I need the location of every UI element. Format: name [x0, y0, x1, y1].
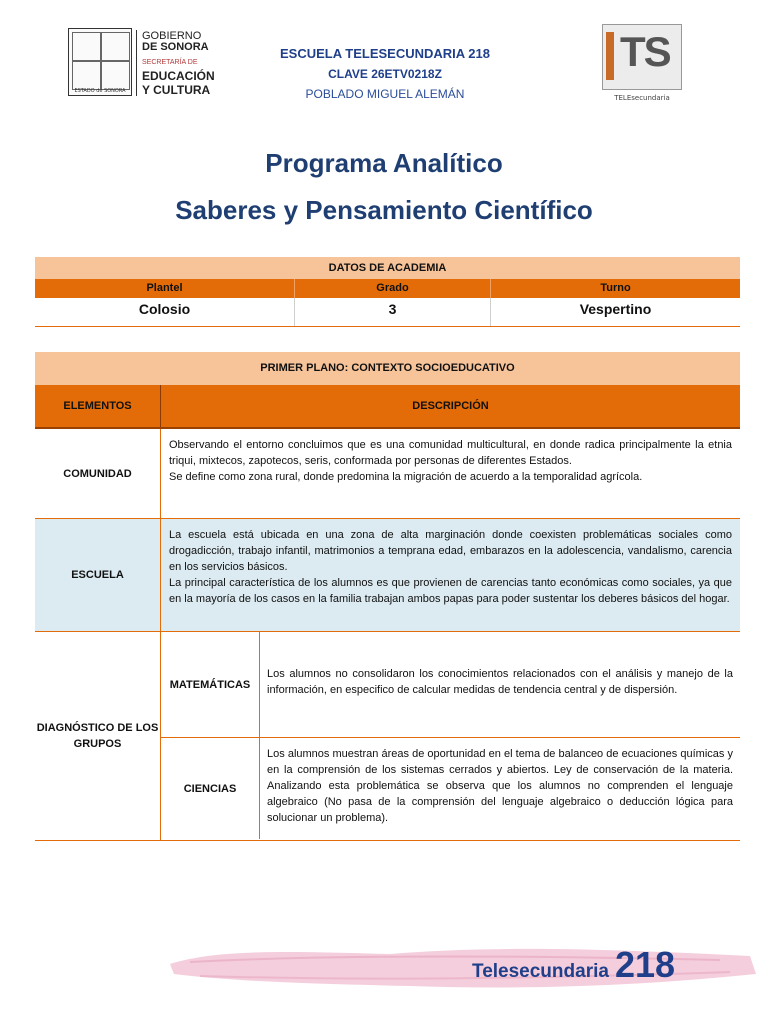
column-header-turno: Turno: [490, 279, 740, 298]
government-logo-text: [136, 30, 216, 96]
footer-number: 218: [614, 944, 676, 985]
school-name: ESCUELA TELESECUNDARIA 218: [280, 46, 490, 61]
row-escuela: [35, 519, 740, 632]
label-comunidad: COMUNIDAD: [63, 467, 132, 480]
label-ciencias: CIENCIAS: [183, 782, 237, 795]
seal-quadrant: [72, 32, 101, 61]
column-header-elementos: ELEMENTOS: [63, 400, 132, 412]
gov-line-3: SECRETARÍA DE: [142, 59, 198, 66]
gov-line-2: DE SONORA: [142, 41, 209, 53]
logo-divider: [136, 30, 137, 96]
seal-quadrant: [101, 61, 130, 90]
gov-line-1: GOBIERNO: [142, 30, 202, 42]
seal-caption: ESTADO de SONORA: [74, 88, 126, 94]
academia-header: DATOS DE ACADEMIA: [35, 257, 740, 279]
description-ciencias: Los alumnos muestran áreas de oportunidad en el tema de balanceo de ecuaciones químicas y en la comprensión de los sistemas cerrados y abiertos. Ley de conservación de la materia. Analizando esta problemática se observa que los alumnos no comprenden el lenguaje algebraico (No pasa de la comprensión del lenguaje algebraico o deducción lógica para solucionar un problema).: [259, 738, 740, 839]
footer-word: Telesecundaria: [472, 961, 609, 982]
academia-column-headers: [35, 279, 740, 298]
label-matematicas: MATEMÁTICAS: [169, 678, 251, 691]
seal-quadrant: [72, 61, 101, 90]
logo-caption: TELEsecundaria: [614, 94, 670, 102]
value-plantel: Colosio: [138, 301, 191, 317]
context-column-headers: [35, 385, 740, 429]
subrow-ciencias: [161, 738, 740, 839]
footer-branding: [472, 944, 675, 986]
label-diagnostico: DIAGNÓSTICO DE LOS GRUPOS: [36, 722, 159, 750]
academia-values-row: [35, 298, 740, 327]
page-title: Programa Analítico: [265, 148, 503, 178]
row-diagnostico: [35, 632, 740, 841]
seal-quadrant: [101, 32, 130, 61]
telesecundaria-logo: [600, 22, 684, 108]
paragraph: Observando el entorno concluimos que es una comunidad multicultural, en donde radica principalmente la etnia triqui, mixtecos, zapotecos, seris, conformada por personas de diferentes Estados.: [169, 439, 732, 467]
column-header-descripcion: DESCRIPCIÓN: [160, 385, 740, 427]
row-comunidad: [35, 429, 740, 519]
description-matematicas: Los alumnos no consolidaron los conocimientos relacionados con el análisis y manejo de la información, en especifico de calcular medidas de tendencia central y de dispersión.: [259, 632, 740, 737]
logo-orange-bar: [606, 32, 614, 80]
paragraph: La escuela está ubicada en una zona de alta marginación donde coexisten problemáticas sociales como drogadicción, trabajo infantil, matrimonios a temprana edad, embarazos en la adolescencia, vandalismo, carencia en los servicios básicos.: [169, 529, 732, 573]
paragraph: Se define como zona rural, donde predomina la migración de acuerdo a la temporalidad agrícola.: [169, 471, 643, 483]
context-table: [35, 352, 740, 841]
subrow-matematicas: [161, 632, 740, 738]
value-grado: 3: [294, 298, 490, 326]
label-escuela: ESCUELA: [71, 569, 124, 581]
logo-mark: TS: [620, 28, 670, 75]
academia-table: [35, 257, 740, 327]
school-clave: CLAVE 26ETV0218Z: [328, 67, 442, 81]
diagnostico-subjects: [160, 632, 740, 840]
school-place: POBLADO MIGUEL ALEMÁN: [305, 87, 465, 101]
gov-line-4: EDUCACIÓN: [142, 69, 215, 83]
description-comunidad: [160, 429, 740, 518]
sonora-seal-logo: [68, 28, 132, 96]
gov-line-5: Y CULTURA: [142, 83, 211, 97]
context-header: PRIMER PLANO: CONTEXTO SOCIOEDUCATIVO: [35, 352, 740, 385]
value-turno: Vespertino: [490, 298, 740, 326]
column-header-grado: Grado: [294, 279, 490, 298]
column-header-plantel: Plantel: [146, 282, 183, 294]
paragraph: La principal característica de los alumnos es que provienen de carencias tanto económicas como sociales, ya que en la mayoría de los casos en la familia trabajan ambos papas para poder sustentar los deberes básicos del hogar.: [169, 577, 732, 605]
page-subtitle: Saberes y Pensamiento Científico: [175, 195, 593, 225]
description-escuela: [160, 519, 740, 631]
